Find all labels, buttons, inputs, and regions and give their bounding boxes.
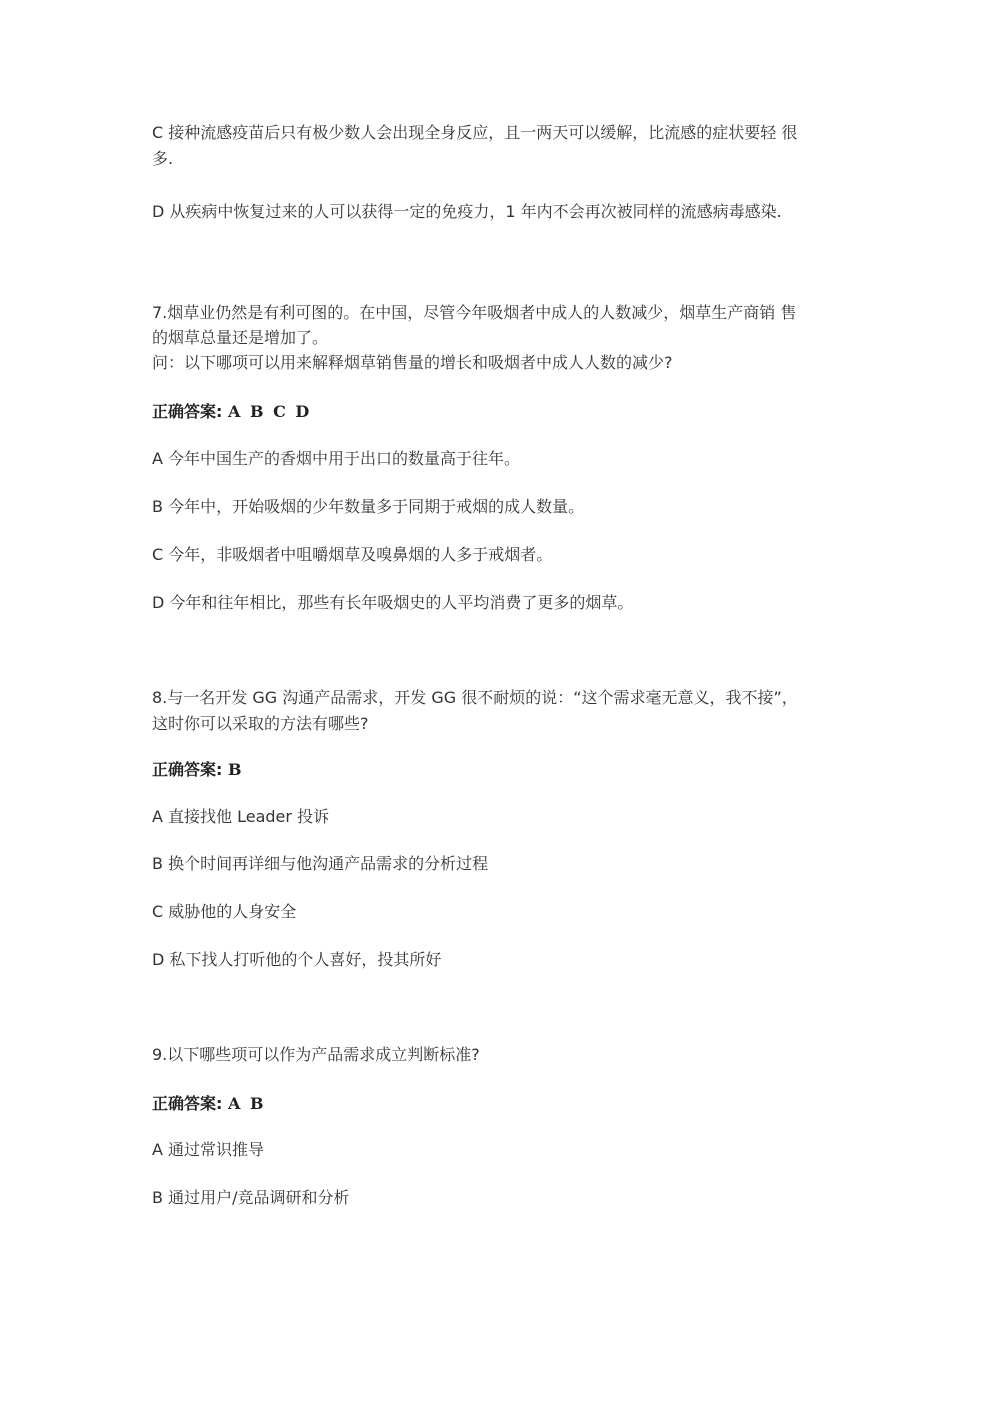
q8-stem-line2: 这时你可以采取的方法有哪些? <box>152 714 369 733</box>
q6-option-d: D 从疾病中恢复过来的人可以获得一定的免疫力，1 年内不会再次被同样的流感病毒感染. <box>152 202 782 221</box>
q8-answer <box>152 758 244 782</box>
q9-answer <box>152 1092 266 1116</box>
q7-option-d: D 今年和往年相比，那些有长年吸烟史的人平均消费了更多的烟草。 <box>152 593 634 612</box>
q8-option-a: A 直接找他 Leader 投诉 <box>152 807 330 826</box>
q7-answer <box>152 400 311 424</box>
q9-stem-line1: 9.以下哪些项可以作为产品需求成立判断标准? <box>152 1045 480 1064</box>
q7-answer-value: A B C D <box>227 402 312 421</box>
q7-option-b: B 今年中，开始吸烟的少年数量多于同期于戒烟的成人数量。 <box>152 497 585 516</box>
q9-option-b: B 通过用户/竞品调研和分析 <box>152 1188 350 1207</box>
q8-answer-label: 正确答案: <box>152 760 223 779</box>
q7-stem-line1: 7.烟草业仍然是有利可图的。在中国，尽管今年吸烟者中成人的人数减少，烟草生产商销 售 <box>152 303 797 322</box>
q7-answer-label: 正确答案: <box>152 402 223 421</box>
q6-option-c-line2: 多. <box>152 149 174 168</box>
q7-option-a: A 今年中国生产的香烟中用于出口的数量高于往年。 <box>152 449 521 468</box>
q8-answer-value: B <box>227 760 244 779</box>
q6-option-c-line1: C 接种流感疫苗后只有极少数人会出现全身反应，且一两天可以缓解，比流感的症状要轻 很 <box>152 123 798 142</box>
q7-option-c: C 今年，非吸烟者中咀嚼烟草及嗅鼻烟的人多于戒烟者。 <box>152 545 553 564</box>
q7-stem-line2: 的烟草总量还是增加了。 <box>152 328 329 347</box>
q8-option-b: B 换个时间再详细与他沟通产品需求的分析过程 <box>152 854 489 873</box>
q9-option-a: A 通过常识推导 <box>152 1140 265 1159</box>
q8-option-c: C 威胁他的人身安全 <box>152 902 297 921</box>
q8-stem-line1: 8.与一名开发 GG 沟通产品需求，开发 GG 很不耐烦的说：“这个需求毫无意义，我不接”， <box>152 688 798 707</box>
q8-option-d: D 私下找人打听他的个人喜好，投其所好 <box>152 950 442 969</box>
q7-stem-line3: 问：以下哪项可以用来解释烟草销售量的增长和吸烟者中成人人数的减少? <box>152 353 673 372</box>
q9-answer-value: A B <box>227 1094 266 1113</box>
q9-answer-label: 正确答案: <box>152 1094 223 1113</box>
